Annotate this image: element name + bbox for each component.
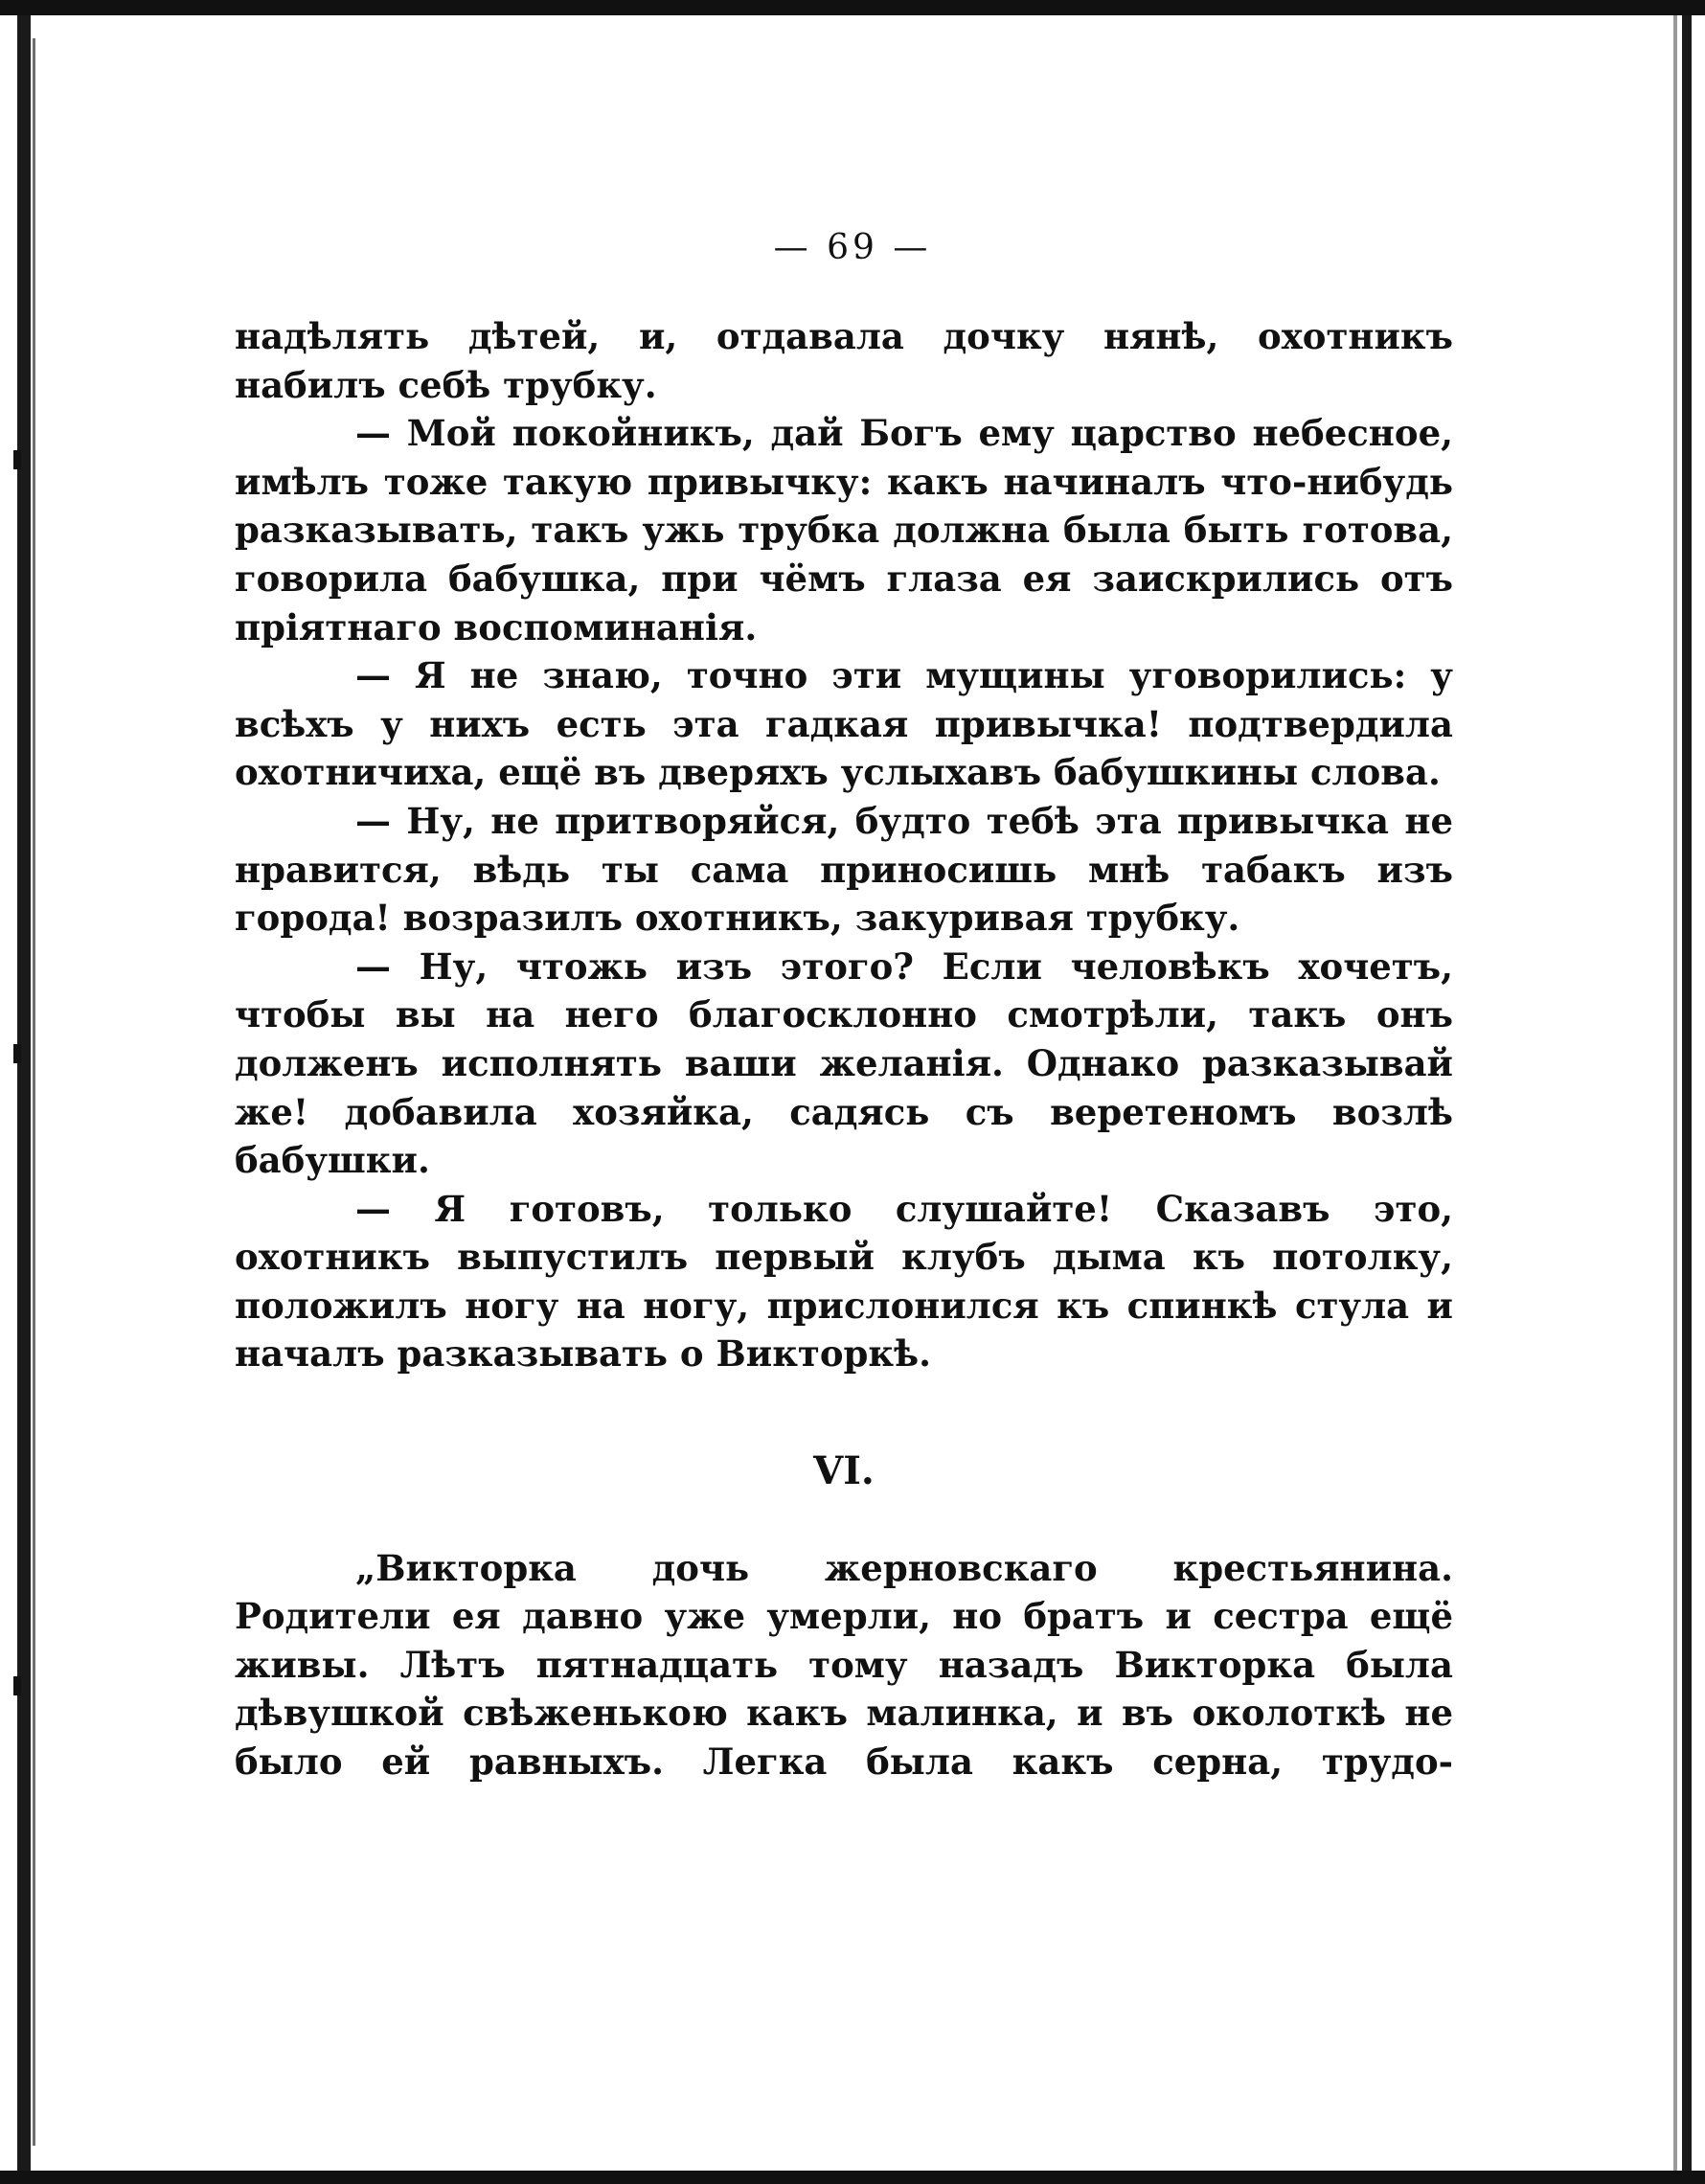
page-right-shadow [1673, 15, 1677, 2171]
scan-border-bottom [0, 2171, 1705, 2184]
binding-mark [13, 1676, 21, 1695]
binding-mark [13, 450, 21, 469]
scan-border-top [0, 0, 1705, 15]
paragraph-dialogue: — Мой покойникъ, дай Богъ ему царство небесное, имѣлъ тоже такую привычку: какъ начиналъ что-нибудь разказывать, такъ ужь трубка должна была быть готова, говорила бабушка, при чёмъ глаза ея заискрились отъ пріятнаго воспоминанія. [235, 412, 1453, 648]
page-text [235, 312, 1453, 1786]
page-number: — 69 — [773, 228, 932, 267]
page-binding-edge [17, 15, 31, 2171]
chapter-paragraph: „Викторка дочь жерновскаго крестьянина. Родители ея давно уже умерли, но братъ и сестра ещё живы. Лѣтъ пятнадцать тому назадъ Викторка была дѣвушкой свѣженькою какъ малинка, и въ околоткѣ не было ей равныхъ. Легка была какъ серна, трудо- [235, 1546, 1453, 1784]
page-binding-shadow [33, 38, 35, 2146]
paragraph-dialogue: — Ну, не притворяйся, будто тебѣ эта привычка не нравится, вѣдь ты сама приносишь мнѣ табакъ изъ города! возразилъ охотникъ, закуривая трубку. [235, 799, 1453, 940]
paragraph-dialogue: — Я готовъ, только слушайте! Сказавъ это, охотникъ выпустилъ первый клубъ дыма къ потолку, положилъ ногу на ногу, прислонился къ спинкѣ стула и началъ разказывать о Викторкѣ. [235, 1187, 1453, 1376]
paragraph-continued: надѣлять дѣтей, и, отдавала дочку нянѣ, охотникъ набилъ себѣ трубку. [235, 315, 1453, 406]
scan-border-right [1682, 15, 1692, 2171]
paragraph-dialogue: — Ну, чтожь изъ этого? Если человѣкъ хочетъ, чтобы вы на него благосклонно смотрѣли, такъ онъ долженъ исполнять ваши желанія. Однако разказывай же! добавила хозяйка, садясь съ веретеномъ возлѣ бабушки. [235, 944, 1453, 1182]
chapter-heading: VI. [813, 1448, 875, 1494]
binding-mark [13, 1044, 21, 1063]
paragraph-dialogue: — Я не знаю, точно эти мущины уговорились: у всѣхъ у нихъ есть эта гадкая привычка! подтвердила охотничиха, ещё въ дверяхъ услыхавъ бабушкины слова. [235, 654, 1453, 794]
